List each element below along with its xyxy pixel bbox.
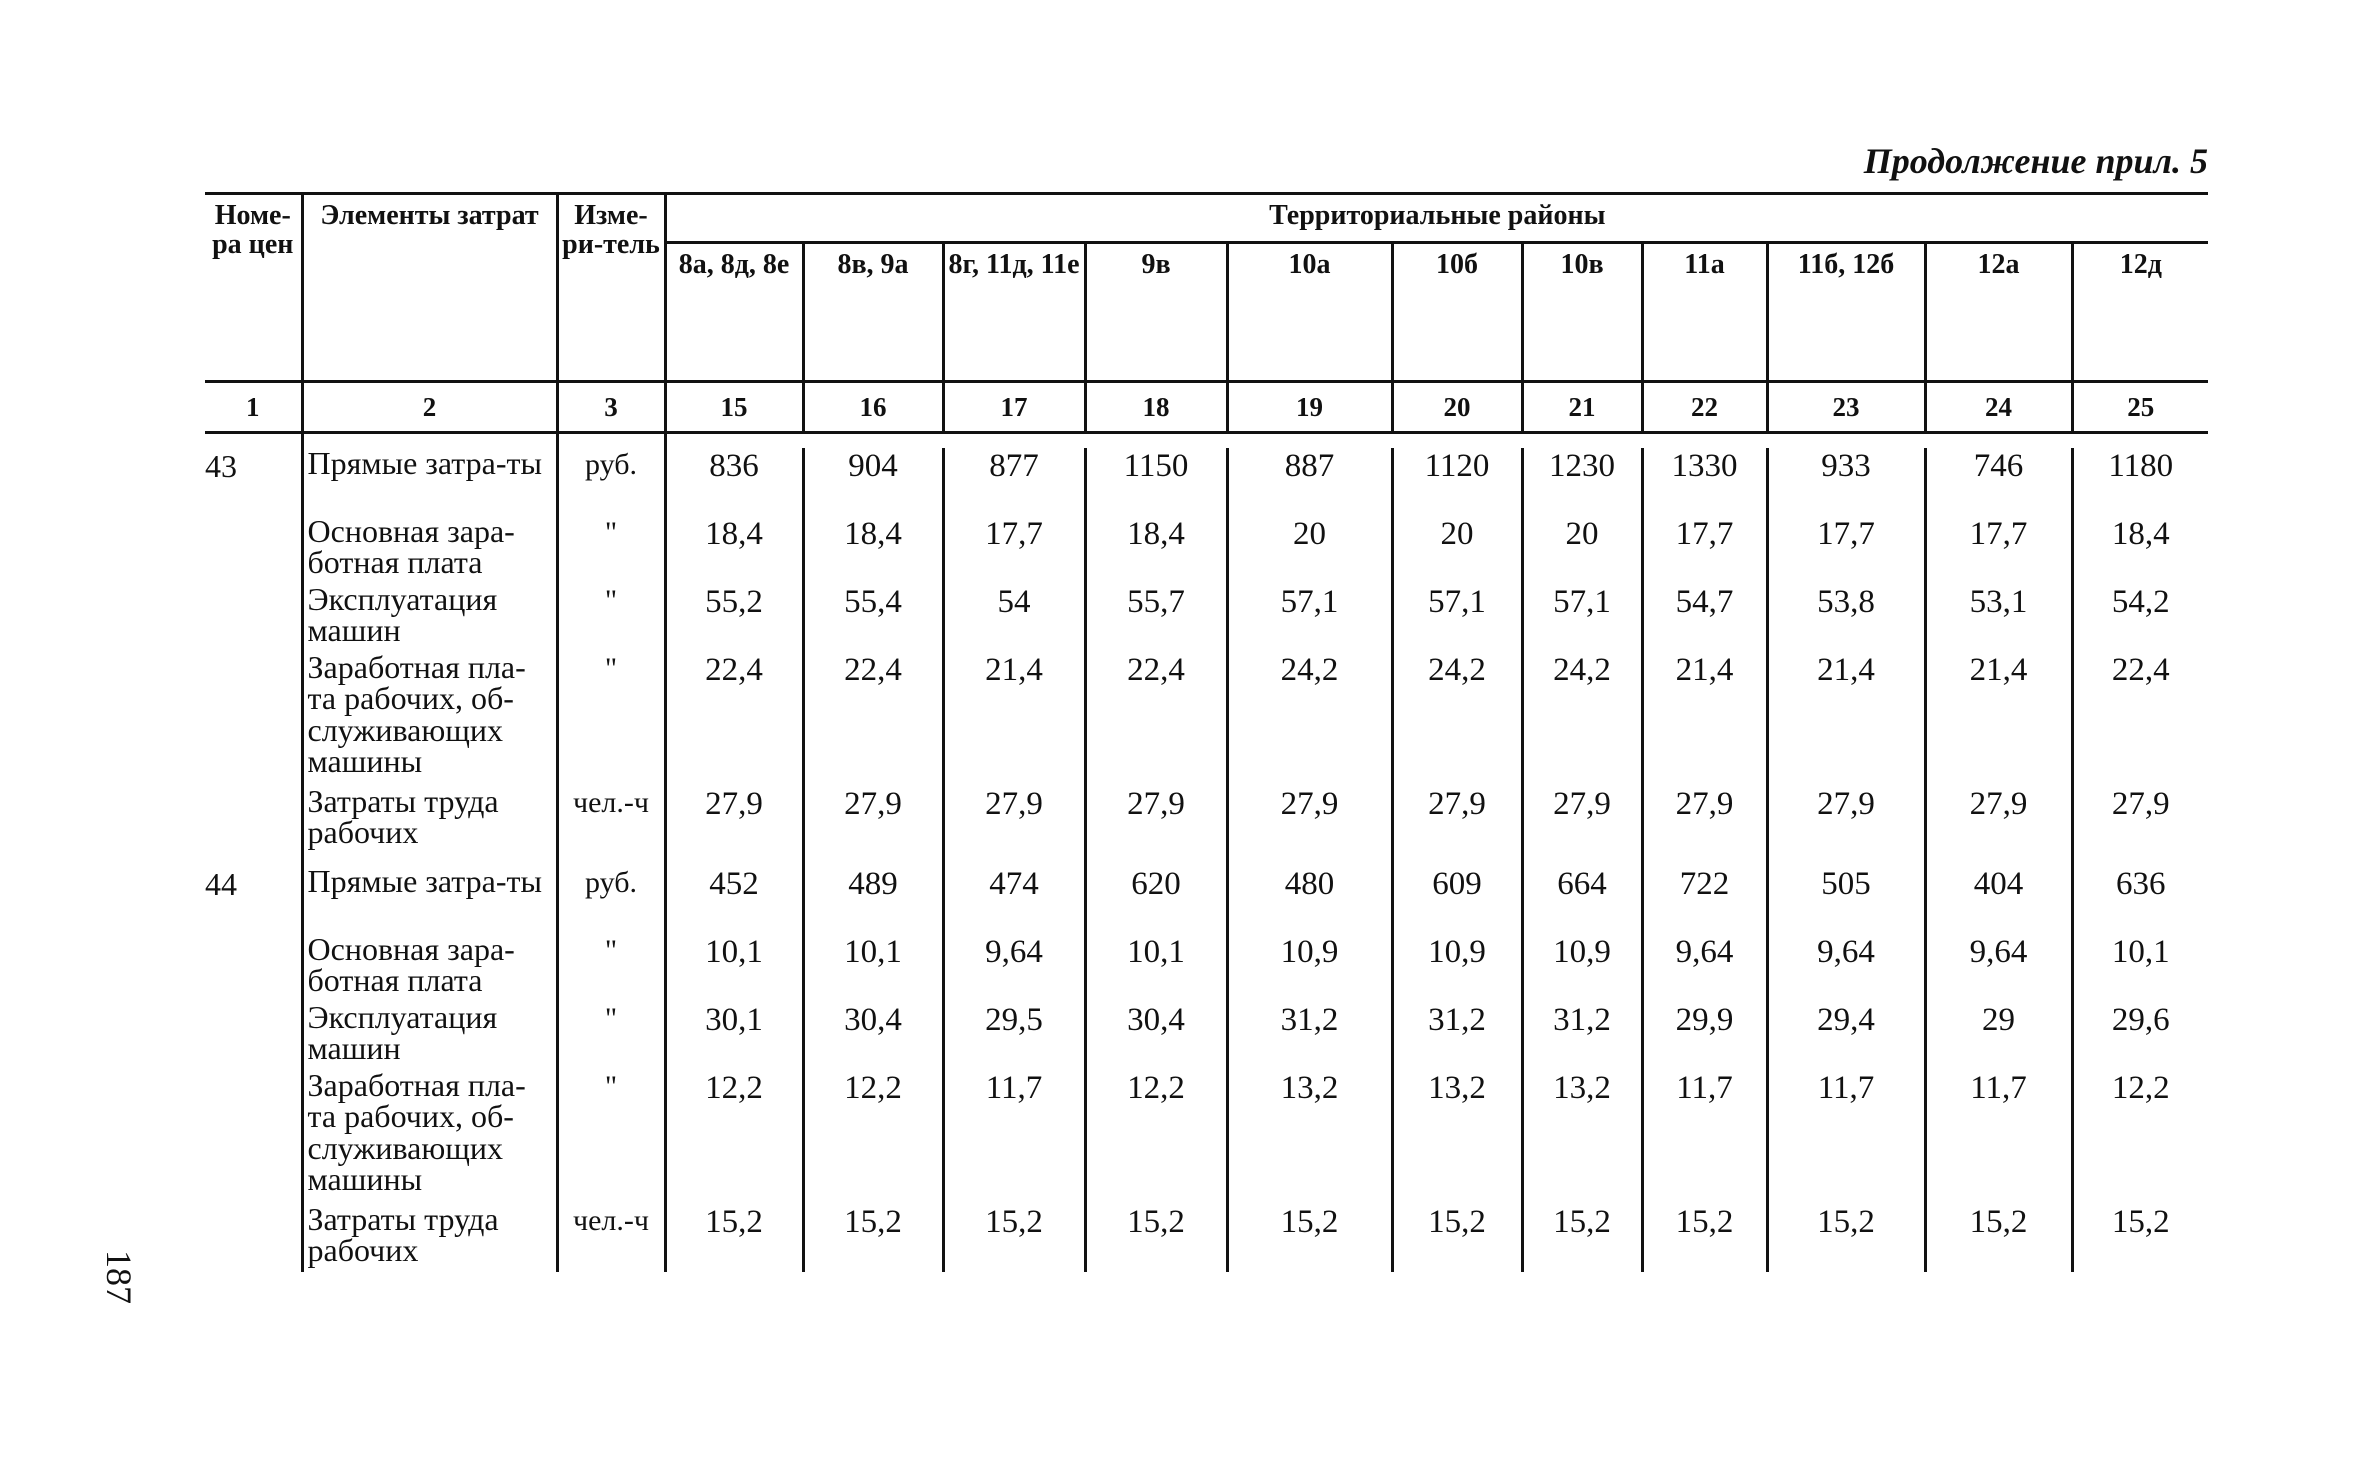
region-column-header: 10б bbox=[1392, 243, 1522, 382]
value-cell: 15,2 bbox=[1925, 1204, 2072, 1272]
value-cell: 27,9 bbox=[2072, 786, 2208, 866]
table-row bbox=[205, 1204, 2208, 1272]
value-cell: 620 bbox=[1085, 866, 1227, 934]
table-row bbox=[205, 1002, 2208, 1070]
unit-header: Изме-ри-тель bbox=[557, 194, 665, 382]
column-number-row bbox=[205, 382, 2208, 433]
value-cell: 55,7 bbox=[1085, 584, 1227, 652]
table-row bbox=[205, 1070, 2208, 1204]
unit-cell: " bbox=[557, 934, 665, 1002]
value-cell: 664 bbox=[1522, 866, 1642, 934]
value-cell: 9,64 bbox=[1767, 934, 1925, 1002]
element-header: Элементы затрат bbox=[302, 194, 557, 382]
table-row bbox=[205, 448, 2208, 516]
unit-cell: " bbox=[557, 652, 665, 786]
value-cell: 57,1 bbox=[1392, 584, 1522, 652]
price-number-cell bbox=[205, 652, 302, 786]
cost-element-cell: Прямые затра-ты bbox=[302, 448, 557, 516]
price-number-cell bbox=[205, 1070, 302, 1204]
value-cell: 10,1 bbox=[665, 934, 803, 1002]
region-column-header: 12д bbox=[2072, 243, 2208, 382]
price-number-cell bbox=[205, 934, 302, 1002]
value-cell: 21,4 bbox=[1642, 652, 1767, 786]
unit-cell: чел.-ч bbox=[557, 1204, 665, 1272]
value-cell: 836 bbox=[665, 448, 803, 516]
value-cell: 13,2 bbox=[1392, 1070, 1522, 1204]
value-cell: 22,4 bbox=[665, 652, 803, 786]
value-cell: 54,7 bbox=[1642, 584, 1767, 652]
value-cell: 18,4 bbox=[665, 516, 803, 584]
value-cell: 10,9 bbox=[1522, 934, 1642, 1002]
value-cell: 10,9 bbox=[1392, 934, 1522, 1002]
price-number-cell: 43 bbox=[205, 448, 237, 484]
region-column-header: 9в bbox=[1085, 243, 1227, 382]
value-cell: 20 bbox=[1227, 516, 1392, 584]
price-number-cell bbox=[205, 1204, 302, 1272]
column-number: 22 bbox=[1642, 382, 1767, 433]
value-cell: 18,4 bbox=[2072, 516, 2208, 584]
value-cell: 636 bbox=[2072, 866, 2208, 934]
value-cell: 15,2 bbox=[2072, 1204, 2208, 1272]
value-cell: 21,4 bbox=[943, 652, 1085, 786]
cost-element-cell: Затраты труда рабочих bbox=[302, 786, 557, 866]
value-cell: 31,2 bbox=[1227, 1002, 1392, 1070]
value-cell: 9,64 bbox=[943, 934, 1085, 1002]
value-cell: 12,2 bbox=[803, 1070, 943, 1204]
table-row bbox=[205, 934, 2208, 1002]
column-number: 1 bbox=[205, 382, 302, 433]
value-cell: 505 bbox=[1767, 866, 1925, 934]
region-column-header: 10в bbox=[1522, 243, 1642, 382]
value-cell: 877 bbox=[943, 448, 1085, 516]
value-cell: 29,6 bbox=[2072, 1002, 2208, 1070]
value-cell: 57,1 bbox=[1227, 584, 1392, 652]
column-number: 3 bbox=[557, 382, 665, 433]
value-cell: 12,2 bbox=[1085, 1070, 1227, 1204]
value-cell: 15,2 bbox=[1642, 1204, 1767, 1272]
region-column-header: 8в, 9а bbox=[803, 243, 943, 382]
value-cell: 15,2 bbox=[665, 1204, 803, 1272]
price-number-cell bbox=[205, 516, 302, 584]
value-cell: 12,2 bbox=[665, 1070, 803, 1204]
value-cell: 30,1 bbox=[665, 1002, 803, 1070]
page-number: 187 bbox=[99, 1250, 139, 1304]
column-number: 20 bbox=[1392, 382, 1522, 433]
region-column-header: 10а bbox=[1227, 243, 1392, 382]
column-number: 23 bbox=[1767, 382, 1925, 433]
unit-cell: руб. bbox=[557, 448, 665, 516]
value-cell: 27,9 bbox=[665, 786, 803, 866]
column-number: 2 bbox=[302, 382, 557, 433]
table-row bbox=[205, 786, 2208, 866]
column-number: 19 bbox=[1227, 382, 1392, 433]
value-cell: 20 bbox=[1522, 516, 1642, 584]
value-cell: 13,2 bbox=[1522, 1070, 1642, 1204]
value-cell: 15,2 bbox=[1522, 1204, 1642, 1272]
cost-element-cell: Заработная пла-та рабочих, об-служивающих машины bbox=[302, 1070, 557, 1204]
cost-element-cell: Основная зара-ботная плата bbox=[302, 934, 557, 1002]
value-cell: 27,9 bbox=[943, 786, 1085, 866]
value-cell: 17,7 bbox=[1925, 516, 2072, 584]
value-cell: 24,2 bbox=[1227, 652, 1392, 786]
region-column-header: 8г, 11д, 11е bbox=[943, 243, 1085, 382]
column-number: 16 bbox=[803, 382, 943, 433]
value-cell: 15,2 bbox=[1085, 1204, 1227, 1272]
cost-element-cell: Эксплуатация машин bbox=[302, 584, 557, 652]
value-cell: 480 bbox=[1227, 866, 1392, 934]
column-number: 25 bbox=[2072, 382, 2208, 433]
value-cell: 31,2 bbox=[1522, 1002, 1642, 1070]
value-cell: 1230 bbox=[1522, 448, 1642, 516]
value-cell: 53,1 bbox=[1925, 584, 2072, 652]
value-cell: 11,7 bbox=[1925, 1070, 2072, 1204]
value-cell: 609 bbox=[1392, 866, 1522, 934]
price-number-cell: 44 bbox=[205, 866, 237, 902]
value-cell: 1180 bbox=[2072, 448, 2208, 516]
value-cell: 17,7 bbox=[1767, 516, 1925, 584]
unit-cell: чел.-ч bbox=[557, 786, 665, 866]
value-cell: 29,4 bbox=[1767, 1002, 1925, 1070]
value-cell: 24,2 bbox=[1522, 652, 1642, 786]
table-row bbox=[205, 652, 2208, 786]
value-cell: 22,4 bbox=[803, 652, 943, 786]
column-number: 17 bbox=[943, 382, 1085, 433]
table-body bbox=[205, 433, 2208, 1273]
cost-element-cell: Заработная пла-та рабочих, об-служивающих машины bbox=[302, 652, 557, 786]
value-cell: 27,9 bbox=[1522, 786, 1642, 866]
table-row bbox=[205, 516, 2208, 584]
value-cell: 54 bbox=[943, 584, 1085, 652]
column-number: 18 bbox=[1085, 382, 1227, 433]
value-cell: 15,2 bbox=[1392, 1204, 1522, 1272]
value-cell: 9,64 bbox=[1642, 934, 1767, 1002]
region-column-header: 8а, 8д, 8е bbox=[665, 243, 803, 382]
continuation-caption: Продолжение прил. 5 bbox=[1863, 141, 2208, 181]
value-cell: 29 bbox=[1925, 1002, 2072, 1070]
table-row bbox=[205, 866, 2208, 934]
code-header: Номе-ра цен bbox=[212, 200, 294, 261]
value-cell: 887 bbox=[1227, 448, 1392, 516]
value-cell: 722 bbox=[1642, 866, 1767, 934]
value-cell: 29,5 bbox=[943, 1002, 1085, 1070]
unit-cell: " bbox=[557, 1070, 665, 1204]
unit-cell: " bbox=[557, 1002, 665, 1070]
region-column-header: 12а bbox=[1925, 243, 2072, 382]
value-cell: 27,9 bbox=[1642, 786, 1767, 866]
column-number: 21 bbox=[1522, 382, 1642, 433]
region-column-header: 11б, 12б bbox=[1767, 243, 1925, 382]
value-cell: 404 bbox=[1925, 866, 2072, 934]
regions-header: Территориальные районы bbox=[665, 194, 2208, 243]
value-cell: 10,1 bbox=[803, 934, 943, 1002]
value-cell: 27,9 bbox=[1085, 786, 1227, 866]
value-cell: 57,1 bbox=[1522, 584, 1642, 652]
value-cell: 55,2 bbox=[665, 584, 803, 652]
cost-element-cell: Основная зара-ботная плата bbox=[302, 516, 557, 584]
value-cell: 10,1 bbox=[2072, 934, 2208, 1002]
value-cell: 489 bbox=[803, 866, 943, 934]
price-number-cell bbox=[205, 786, 302, 866]
price-number-cell bbox=[205, 584, 302, 652]
value-cell: 18,4 bbox=[803, 516, 943, 584]
value-cell: 15,2 bbox=[803, 1204, 943, 1272]
value-cell: 27,9 bbox=[803, 786, 943, 866]
cost-table bbox=[205, 192, 2208, 1272]
value-cell: 55,4 bbox=[803, 584, 943, 652]
value-cell: 21,4 bbox=[1767, 652, 1925, 786]
unit-cell: руб. bbox=[557, 866, 665, 934]
value-cell: 30,4 bbox=[803, 1002, 943, 1070]
value-cell: 31,2 bbox=[1392, 1002, 1522, 1070]
value-cell: 15,2 bbox=[1767, 1204, 1925, 1272]
value-cell: 27,9 bbox=[1392, 786, 1522, 866]
table-row bbox=[205, 584, 2208, 652]
value-cell: 20 bbox=[1392, 516, 1522, 584]
value-cell: 1150 bbox=[1085, 448, 1227, 516]
value-cell: 904 bbox=[803, 448, 943, 516]
value-cell: 22,4 bbox=[1085, 652, 1227, 786]
value-cell: 12,2 bbox=[2072, 1070, 2208, 1204]
value-cell: 11,7 bbox=[1767, 1070, 1925, 1204]
value-cell: 10,9 bbox=[1227, 934, 1392, 1002]
value-cell: 9,64 bbox=[1925, 934, 2072, 1002]
value-cell: 17,7 bbox=[1642, 516, 1767, 584]
value-cell: 27,9 bbox=[1227, 786, 1392, 866]
value-cell: 1120 bbox=[1392, 448, 1522, 516]
region-column-header: 11а bbox=[1642, 243, 1767, 382]
value-cell: 18,4 bbox=[1085, 516, 1227, 584]
column-number: 15 bbox=[665, 382, 803, 433]
value-cell: 474 bbox=[943, 866, 1085, 934]
value-cell: 17,7 bbox=[943, 516, 1085, 584]
value-cell: 746 bbox=[1925, 448, 2072, 516]
value-cell: 29,9 bbox=[1642, 1002, 1767, 1070]
unit-cell: " bbox=[557, 584, 665, 652]
cost-element-cell: Затраты труда рабочих bbox=[302, 1204, 557, 1272]
value-cell: 30,4 bbox=[1085, 1002, 1227, 1070]
unit-cell: " bbox=[557, 516, 665, 584]
value-cell: 54,2 bbox=[2072, 584, 2208, 652]
value-cell: 21,4 bbox=[1925, 652, 2072, 786]
value-cell: 22,4 bbox=[2072, 652, 2208, 786]
price-number-cell bbox=[205, 1002, 302, 1070]
value-cell: 11,7 bbox=[943, 1070, 1085, 1204]
header-row bbox=[205, 194, 2208, 243]
value-cell: 15,2 bbox=[1227, 1204, 1392, 1272]
value-cell: 1330 bbox=[1642, 448, 1767, 516]
column-number: 24 bbox=[1925, 382, 2072, 433]
value-cell: 27,9 bbox=[1925, 786, 2072, 866]
value-cell: 13,2 bbox=[1227, 1070, 1392, 1204]
value-cell: 27,9 bbox=[1767, 786, 1925, 866]
value-cell: 11,7 bbox=[1642, 1070, 1767, 1204]
cost-element-cell: Прямые затра-ты bbox=[302, 866, 557, 934]
value-cell: 53,8 bbox=[1767, 584, 1925, 652]
value-cell: 10,1 bbox=[1085, 934, 1227, 1002]
value-cell: 24,2 bbox=[1392, 652, 1522, 786]
value-cell: 15,2 bbox=[943, 1204, 1085, 1272]
cost-element-cell: Эксплуатация машин bbox=[302, 1002, 557, 1070]
value-cell: 933 bbox=[1767, 448, 1925, 516]
value-cell: 452 bbox=[665, 866, 803, 934]
